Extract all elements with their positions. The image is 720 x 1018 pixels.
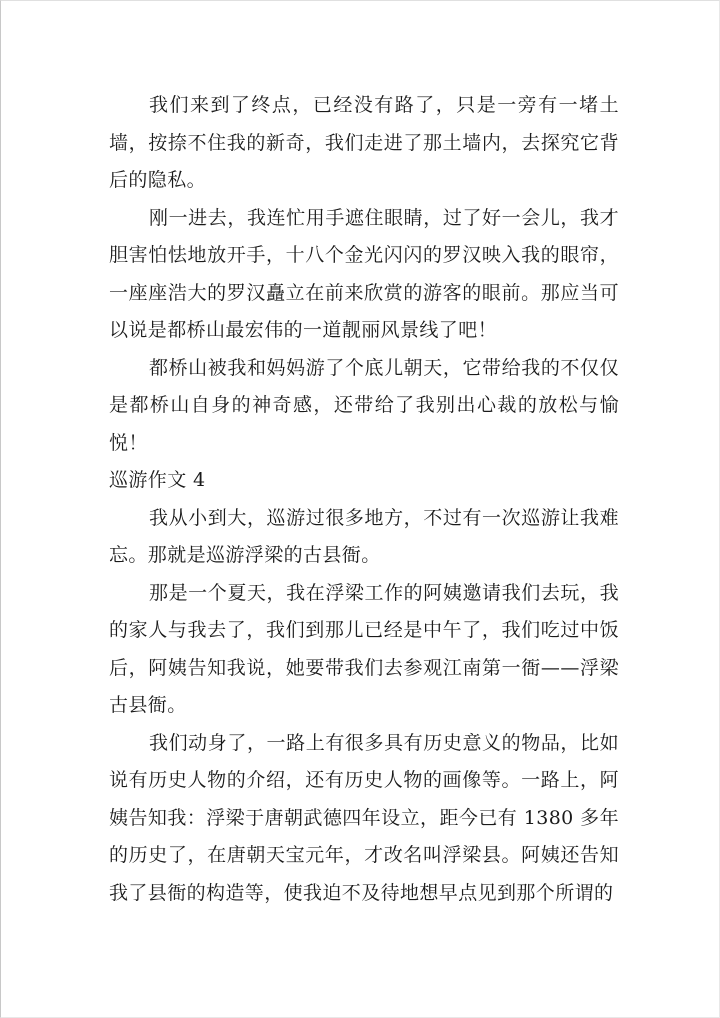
paragraph-history: 我们动身了，一路上有很多具有历史意义的物品，比如说有历史人物的介绍，还有历史人物的画像等。一路上，阿姨告知我：浮梁于唐朝武德四年设立，距今已有 1380 多年的历史了，在唐朝天宝元年，才改名叫浮梁县。阿姨还告知我了县衙的构造等，使我迫不及待地想早点见到那个所谓的 [109, 731, 619, 904]
paragraph-arhats: 刚一进去，我连忙用手遮住眼睛，过了好一会儿，我才胆害怕怯地放开手，十八个金光闪闪的罗汉映入我的眼帘，一座座浩大的罗汉矗立在前来欣赏的游客的眼前。那应当可以说是都桥山最宏伟的一道靓丽风景线了吧！ [109, 206, 619, 341]
paragraph-summer-visit: 那是一个夏天，我在浮梁工作的阿姨邀请我们去玩，我的家人与我去了，我们到那儿已经是中午了，我们吃过中饭后，阿姨告知我说，她要带我们去参观江南第一衙——浮梁古县衙。 [109, 581, 619, 716]
paragraph-intro: 我从小到大，巡游过很多地方，不过有一次巡游让我难忘。那就是巡游浮梁的古县衙。 [109, 506, 619, 566]
document-body [109, 87, 619, 912]
paragraph-summary: 都桥山被我和妈妈游了个底儿朝天，它带给我的不仅仅是都桥山自身的神奇感，还带给了我别出心裁的放松与愉悦！ [109, 356, 619, 454]
paragraph-end-of-road: 我们来到了终点，已经没有路了，只是一旁有一堵土墙，按捺不住我的新奇，我们走进了那土墙内，去探究它背后的隐私。 [109, 94, 619, 191]
essay-heading: 巡游作文 4 [109, 469, 206, 491]
